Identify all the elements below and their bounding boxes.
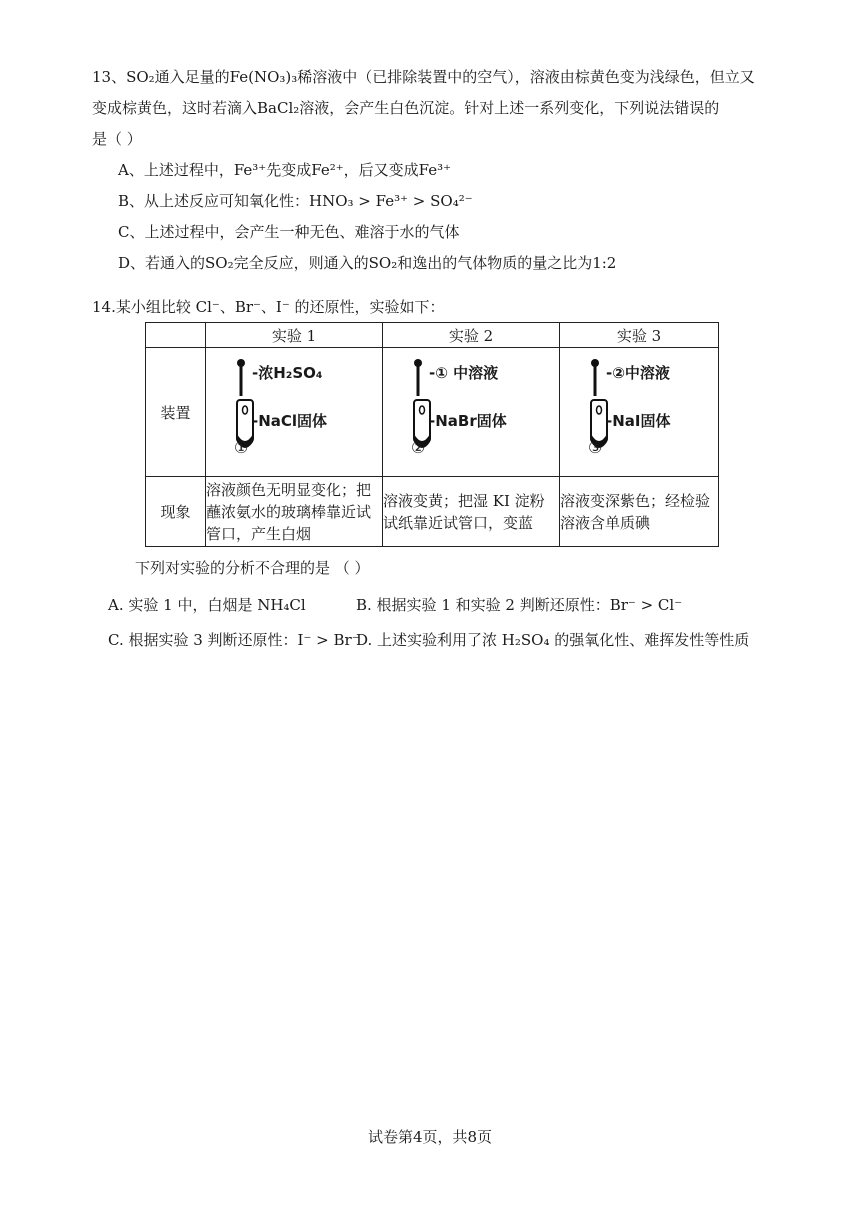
exp1-reagent-label: -浓H₂SO₄ (252, 364, 323, 382)
row-label-phenomena: 现象 (146, 477, 206, 547)
question-13 (92, 66, 782, 283)
exp2-number: ② (411, 438, 426, 457)
q14-option-d: D. 上述实验利用了浓 H₂SO₄ 的强氧化性、难挥发性等性质 (356, 631, 750, 649)
q14-option-c: C. 根据实验 3 判断还原性：I⁻ > Br⁻ (108, 631, 360, 649)
q13-stem-line-1: 13、SO₂通入足量的Fe(NO₃)₃稀溶液中（已排除装置中的空气），溶液由棕黄色变为浅绿色，但立又 (92, 68, 755, 86)
page-footer: 试卷第4页，共8页 (367, 1128, 493, 1146)
q14-prompt: 下列对实验的分析不合理的是 （ ） (135, 559, 370, 577)
exp2-solid-label: -NaBr固体 (429, 412, 507, 430)
q13-option-a: A、上述过程中，Fe³⁺先变成Fe²⁺，后又变成Fe³⁺ (118, 161, 452, 179)
phenomenon-exp2: 溶液变黄；把湿 KI 淀粉试纸靠近试管口，变蓝 (383, 477, 560, 547)
exp2-reagent-label: -① 中溶液 (429, 364, 499, 382)
table-header-blank (146, 323, 206, 348)
exp3-number: ③ (588, 438, 603, 457)
q13-stem-line-3: 是（ ） (92, 130, 142, 148)
phenomenon-exp1: 溶液颜色无明显变化；把蘸浓氨水的玻璃棒靠近试管口，产生白烟 (206, 477, 383, 547)
exp3-solid-label: -NaI固体 (606, 412, 671, 430)
q14-option-a: A. 实验 1 中，白烟是 NH₄Cl (108, 596, 306, 614)
q14-options (108, 594, 788, 664)
exp1-solid-label: -NaCl固体 (252, 412, 328, 430)
q13-stem-line-2: 变成棕黄色，这时若滴入BaCl₂溶液，会产生白色沉淀。针对上述一系列变化，下列说法错误的 (92, 99, 720, 117)
exp3-reagent-label: -②中溶液 (606, 364, 670, 382)
table-header-exp1: 实验 1 (206, 323, 383, 348)
table-header-row (146, 323, 719, 348)
phenomena-row (146, 477, 719, 547)
experiment-table (145, 322, 719, 547)
q14-title: 14.某小组比较 Cl⁻、Br⁻、I⁻ 的还原性，实验如下： (92, 298, 445, 316)
q13-option-b: B、从上述反应可知氧化性：HNO₃ > Fe³⁺ > SO₄²⁻ (118, 192, 473, 210)
q13-option-c: C、上述过程中，会产生一种无色、难溶于水的气体 (118, 223, 460, 241)
table-header-exp2: 实验 2 (383, 323, 560, 348)
apparatus-row (146, 348, 719, 477)
apparatus-exp3 (560, 348, 719, 477)
apparatus-exp2 (383, 348, 560, 477)
row-label-apparatus: 装置 (146, 348, 206, 477)
exp1-number: ① (234, 438, 249, 457)
apparatus-exp1 (206, 348, 383, 477)
table-header-exp3: 实验 3 (560, 323, 719, 348)
q14-option-b: B. 根据实验 1 和实验 2 判断还原性：Br⁻ > Cl⁻ (356, 596, 683, 614)
phenomenon-exp3: 溶液变深紫色；经检验溶液含单质碘 (560, 477, 719, 547)
q13-option-d: D、若通入的SO₂完全反应，则通入的SO₂和逸出的气体物质的量之比为1:2 (118, 254, 617, 272)
